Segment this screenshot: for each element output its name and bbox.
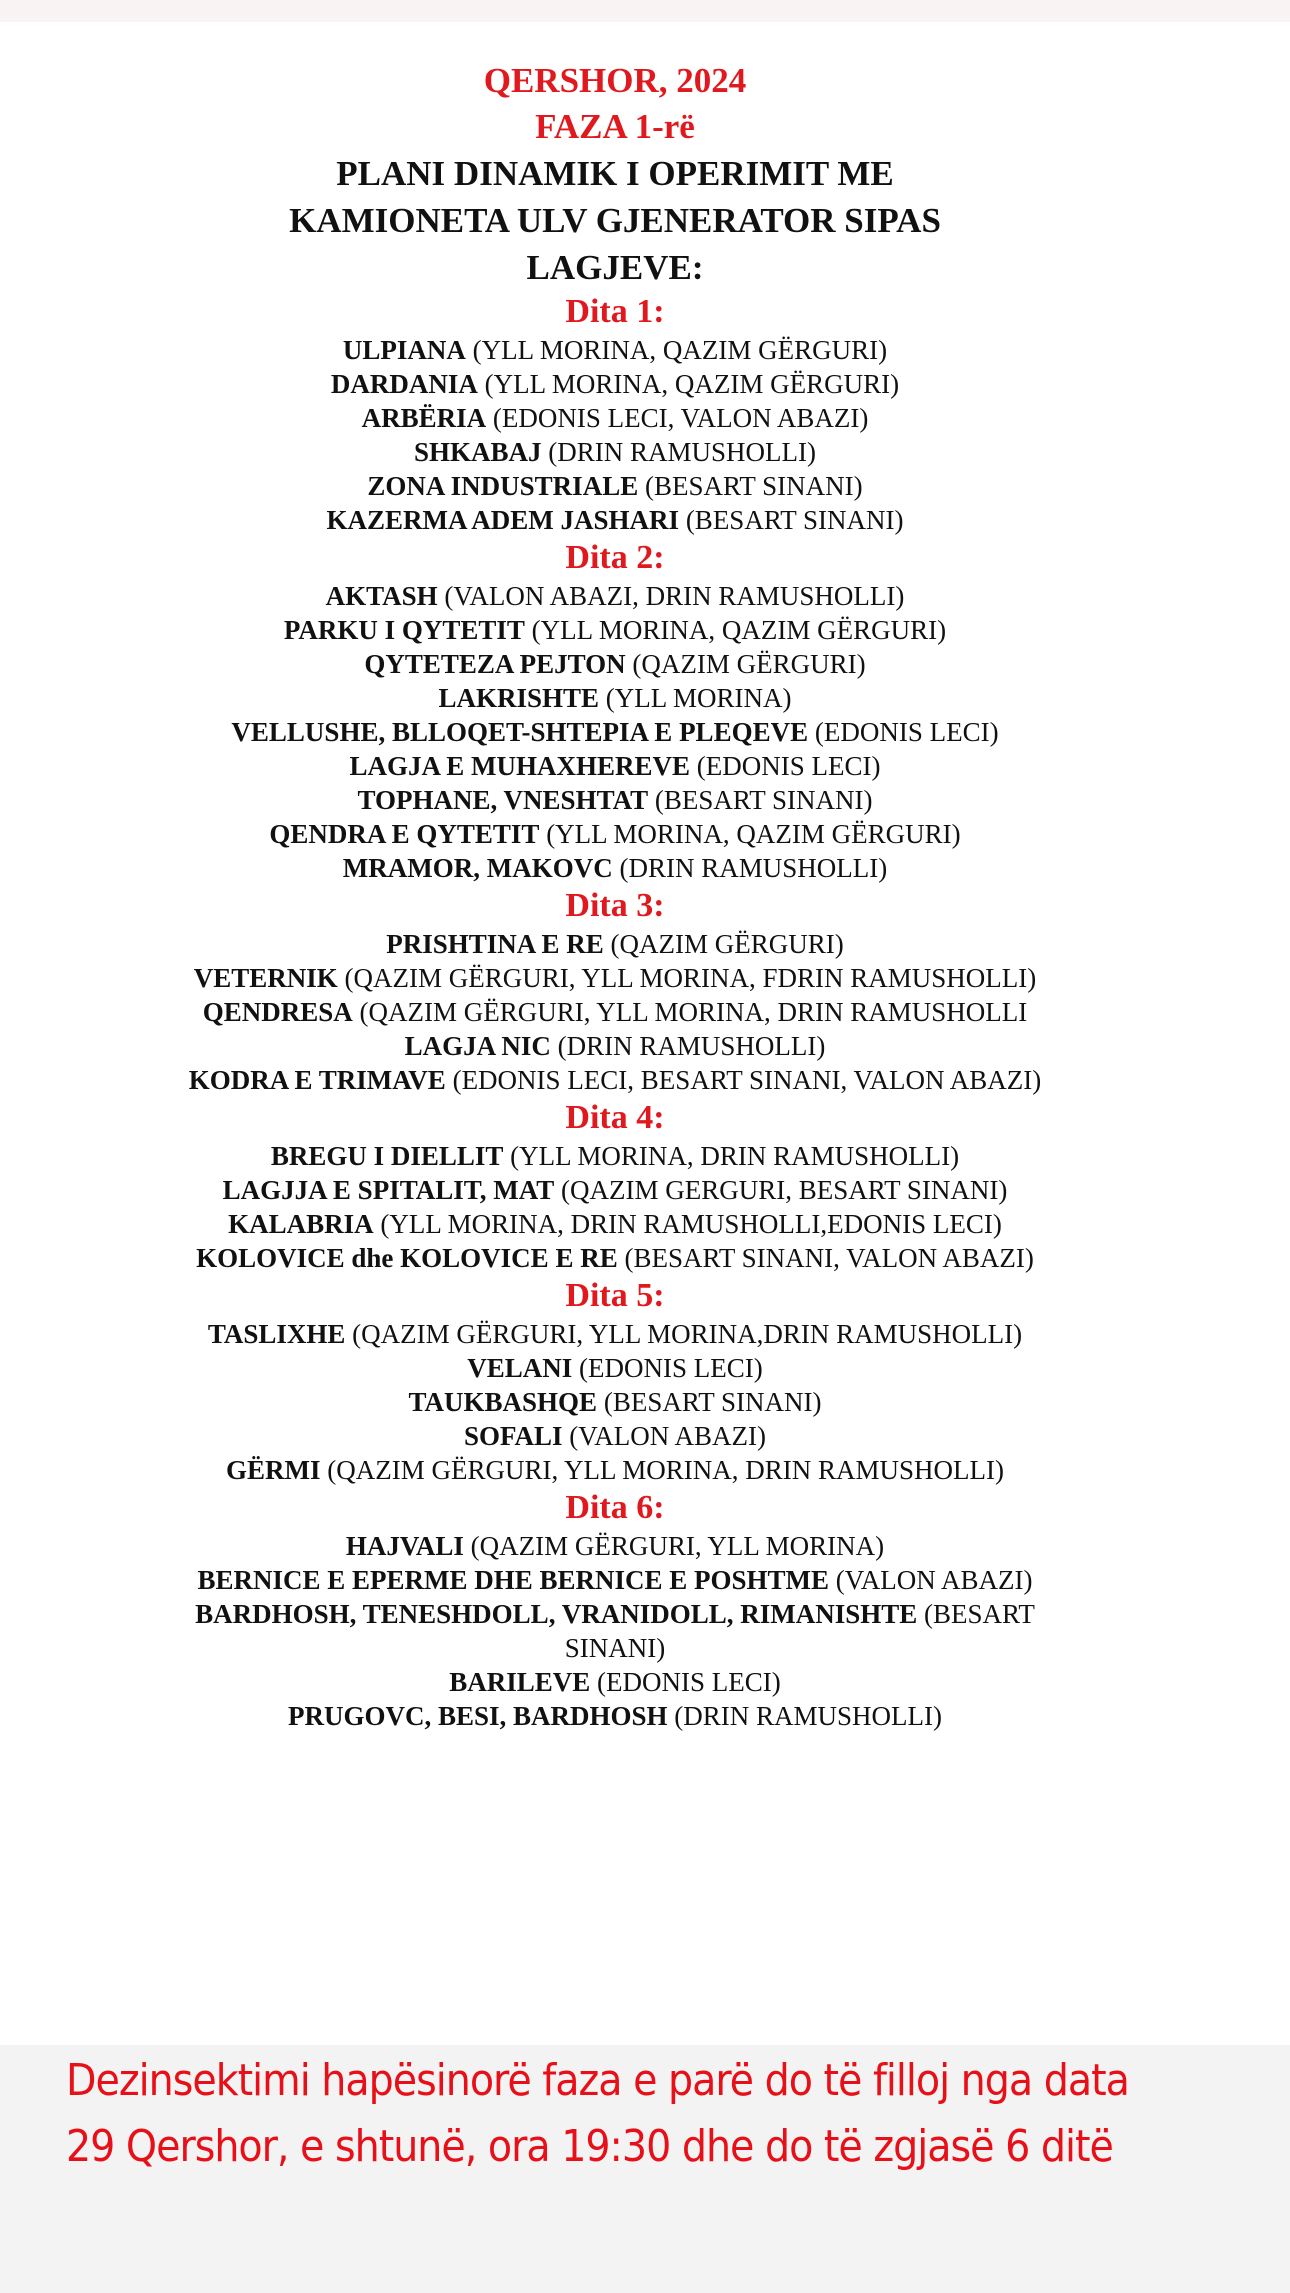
- schedule-entry: [150, 469, 1080, 503]
- schedule-entry: [150, 1241, 1080, 1275]
- neighborhood-name: PRUGOVC, BESI, BARDHOSH: [287, 1701, 668, 1731]
- phase-heading: FAZA 1-rë: [535, 107, 695, 146]
- schedule-entry: [150, 1139, 1080, 1173]
- neighborhood-name: QENDRESA: [202, 997, 353, 1027]
- schedule-entry: [150, 333, 1080, 367]
- assigned-team: (EDONIS LECI): [572, 1353, 763, 1383]
- assigned-team: (QAZIM GËRGURI, YLL MORINA, DRIN RAMUSHOLLI): [320, 1455, 1004, 1485]
- day-heading: Dita 4:: [565, 1099, 665, 1136]
- schedule: [150, 291, 1080, 1733]
- neighborhood-name: PRISHTINA E RE: [386, 929, 604, 959]
- neighborhood-name: KODRA E TRIMAVE: [188, 1065, 446, 1095]
- schedule-entry: [150, 401, 1080, 435]
- document-image: [0, 22, 1290, 2045]
- schedule-entry: [150, 1317, 1080, 1351]
- neighborhood-name: VELANI: [467, 1353, 573, 1383]
- schedule-entry: [150, 503, 1080, 537]
- schedule-entry: [150, 613, 1080, 647]
- assigned-team: (QAZIM GERGURI, BESART SINANI): [554, 1175, 1008, 1205]
- announcement-line-1: Dezinsektimi hapësinorë faza e parë do të filloj nga data: [66, 2055, 1129, 2106]
- day-heading: Dita 5:: [565, 1277, 665, 1314]
- neighborhood-name: VELLUSHE, BLLOQET-SHTEPIA E PLEQEVE: [231, 717, 809, 747]
- assigned-team: (QAZIM GËRGURI, YLL MORINA, FDRIN RAMUSHOLLI): [337, 963, 1037, 993]
- day-heading: Dita 2:: [565, 539, 665, 576]
- neighborhood-name: HAJVALI: [345, 1531, 464, 1561]
- schedule-entry: [150, 1597, 1080, 1665]
- schedule-entry: [150, 1699, 1080, 1733]
- assigned-team: (BESART SINANI): [648, 785, 873, 815]
- document-body: [150, 58, 1080, 1733]
- title-line-2: KAMIONETA ULV GJENERATOR SIPAS: [289, 201, 941, 240]
- assigned-team: (VALON ABAZI, DRIN RAMUSHOLLI): [437, 581, 905, 611]
- schedule-entry: [150, 1173, 1080, 1207]
- assigned-team: (YLL MORINA, QAZIM GËRGURI): [524, 615, 947, 645]
- schedule-entry: [150, 851, 1080, 885]
- assigned-team: (BESART SINANI): [564, 1599, 1035, 1663]
- assigned-team: (DRIN RAMUSHOLLI): [550, 1031, 826, 1061]
- date-heading: QERSHOR, 2024: [483, 61, 747, 100]
- neighborhood-name: BARDHOSH, TENESHDOLL, VRANIDOLL, RIMANISHTE: [195, 1599, 918, 1629]
- schedule-entry: [150, 435, 1080, 469]
- assigned-team: (YLL MORINA, DRIN RAMUSHOLLI,EDONIS LECI): [373, 1209, 1002, 1239]
- neighborhood-name: ZONA INDUSTRIALE: [367, 471, 639, 501]
- neighborhood-name: ULPIANA: [342, 335, 466, 365]
- day-heading: Dita 6:: [565, 1489, 665, 1526]
- schedule-entry: [150, 715, 1080, 749]
- neighborhood-name: BERNICE E EPERME DHE BERNICE E POSHTME: [197, 1565, 830, 1595]
- assigned-team: (YLL MORINA, QAZIM GËRGURI): [465, 335, 888, 365]
- day-heading: Dita 1:: [565, 293, 665, 330]
- neighborhood-name: LAGJA E MUHAXHEREVE: [349, 751, 691, 781]
- assigned-team: (YLL MORINA, QAZIM GËRGURI): [477, 369, 900, 399]
- neighborhood-name: BREGU I DIELLIT: [270, 1141, 504, 1171]
- assigned-team: (YLL MORINA): [599, 683, 792, 713]
- assigned-team: (QAZIM GËRGURI, YLL MORINA): [463, 1531, 885, 1561]
- assigned-team: (QAZIM GËRGURI, YLL MORINA,DRIN RAMUSHOLLI): [345, 1319, 1023, 1349]
- schedule-entry: [150, 1385, 1080, 1419]
- schedule-entry: [150, 367, 1080, 401]
- assigned-team: (BESART SINANI): [597, 1387, 822, 1417]
- assigned-team: (VALON ABAZI): [562, 1421, 767, 1451]
- neighborhood-name: TASLIXHE: [207, 1319, 346, 1349]
- schedule-entry: [150, 961, 1080, 995]
- schedule-entry: [150, 1351, 1080, 1385]
- assigned-team: (BESART SINANI): [638, 471, 863, 501]
- neighborhood-name: PARKU I QYTETIT: [283, 615, 525, 645]
- neighborhood-name: DARDANIA: [330, 369, 478, 399]
- title-line-3: LAGJEVE:: [526, 248, 704, 287]
- neighborhood-name: AKTASH: [325, 581, 438, 611]
- assigned-team: (EDONIS LECI): [690, 751, 881, 781]
- assigned-team: (QAZIM GËRGURI, YLL MORINA, DRIN RAMUSHOLLI: [352, 997, 1028, 1027]
- neighborhood-name: MRAMOR, MAKOVC: [342, 853, 613, 883]
- assigned-team: (EDONIS LECI): [808, 717, 999, 747]
- day-heading: Dita 3:: [565, 887, 665, 924]
- schedule-entry: [150, 647, 1080, 681]
- assigned-team: (YLL MORINA, DRIN RAMUSHOLLI): [503, 1141, 960, 1171]
- neighborhood-name: ARBËRIA: [361, 403, 487, 433]
- neighborhood-name: SHKABAJ: [413, 437, 542, 467]
- assigned-team: (DRIN RAMUSHOLLI): [667, 1701, 943, 1731]
- schedule-entry: [150, 995, 1080, 1029]
- neighborhood-name: QYTETEZA PEJTON: [364, 649, 626, 679]
- schedule-entry: [150, 927, 1080, 961]
- announcement-line-2: 29 Qershor, e shtunë, ora 19:30 dhe do të zgjasë 6 ditë: [66, 2121, 1113, 2172]
- schedule-entry: [150, 1563, 1080, 1597]
- schedule-entry: [150, 1419, 1080, 1453]
- schedule-entry: [150, 579, 1080, 613]
- schedule-entry: [150, 749, 1080, 783]
- schedule-entry: [150, 1029, 1080, 1063]
- schedule-entry: [150, 681, 1080, 715]
- top-strip: [0, 0, 1290, 22]
- assigned-team: (BESART SINANI, VALON ABAZI): [617, 1243, 1034, 1273]
- assigned-team: (EDONIS LECI): [590, 1667, 781, 1697]
- neighborhood-name: QENDRA E QYTETIT: [269, 819, 540, 849]
- schedule-entry: [150, 783, 1080, 817]
- schedule-entry: [150, 1063, 1080, 1097]
- assigned-team: (EDONIS LECI, VALON ABAZI): [486, 403, 869, 433]
- schedule-entry: [150, 1207, 1080, 1241]
- neighborhood-name: KOLOVICE dhe KOLOVICE E RE: [196, 1243, 618, 1273]
- neighborhood-name: TOPHANE, VNESHTAT: [357, 785, 649, 815]
- assigned-team: (DRIN RAMUSHOLLI): [541, 437, 816, 467]
- neighborhood-name: TAUKBASHQE: [408, 1387, 598, 1417]
- neighborhood-name: LAKRISHTE: [438, 683, 600, 713]
- schedule-entry: [150, 1529, 1080, 1563]
- neighborhood-name: LAGJA NIC: [404, 1031, 551, 1061]
- announcement: [66, 2048, 1266, 2180]
- neighborhood-name: GËRMI: [226, 1455, 321, 1485]
- assigned-team: (QAZIM GËRGURI): [603, 929, 844, 959]
- schedule-entry: [150, 1453, 1080, 1487]
- assigned-team: (DRIN RAMUSHOLLI): [612, 853, 888, 883]
- schedule-entry: [150, 817, 1080, 851]
- assigned-team: (VALON ABAZI): [829, 1565, 1033, 1595]
- title-line-1: PLANI DINAMIK I OPERIMIT ME: [336, 154, 894, 193]
- assigned-team: (BESART SINANI): [679, 505, 904, 535]
- assigned-team: (YLL MORINA, QAZIM GËRGURI): [539, 819, 961, 849]
- neighborhood-name: KALABRIA: [228, 1209, 374, 1239]
- neighborhood-name: LAGJJA E SPITALIT, MAT: [222, 1175, 555, 1205]
- neighborhood-name: KAZERMA ADEM JASHARI: [326, 505, 680, 535]
- assigned-team: (EDONIS LECI, BESART SINANI, VALON ABAZI): [445, 1065, 1042, 1095]
- schedule-entry: [150, 1665, 1080, 1699]
- neighborhood-name: SOFALI: [463, 1421, 563, 1451]
- assigned-team: (QAZIM GËRGURI): [625, 649, 866, 679]
- neighborhood-name: VETERNIK: [193, 963, 338, 993]
- neighborhood-name: BARILEVE: [449, 1667, 591, 1697]
